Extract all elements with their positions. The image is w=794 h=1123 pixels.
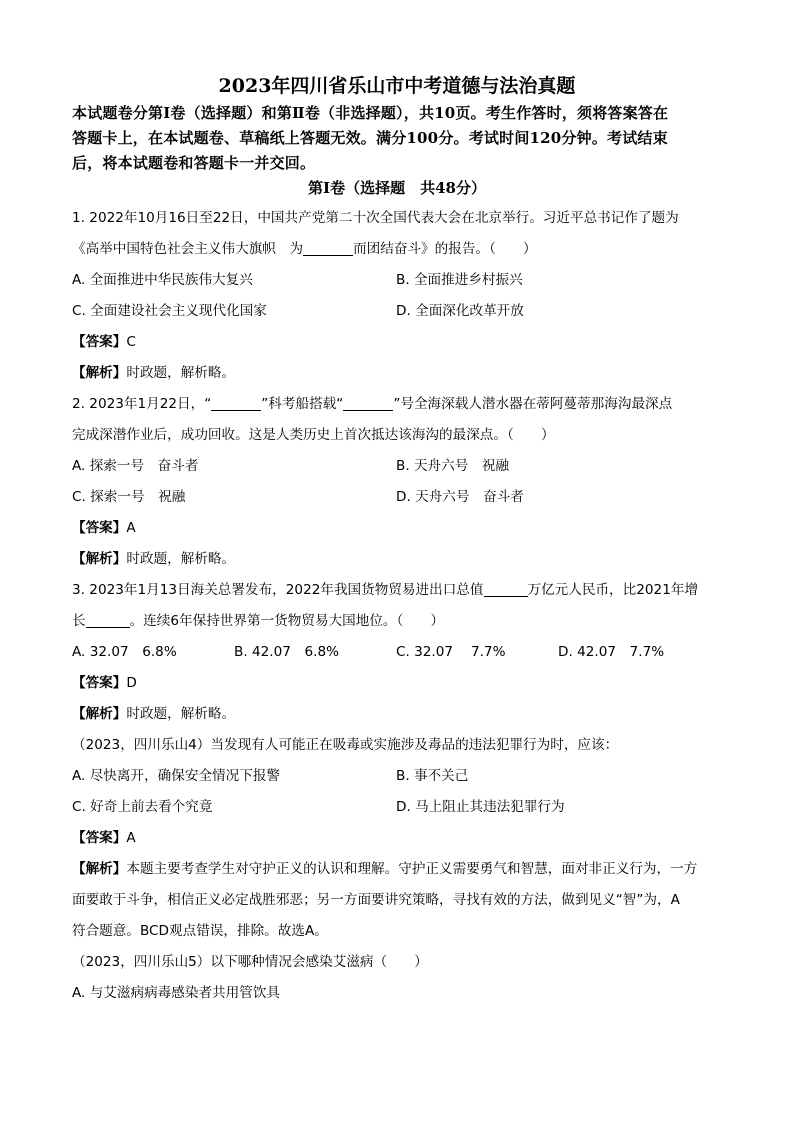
option-c: C. 探索一号 祝融 xyxy=(72,489,186,505)
question-2-options-row xyxy=(72,451,724,482)
answer-blank xyxy=(484,580,528,597)
question-4-analysis: 【解析】本题主要考查学生对守护正义的认识和理解。守护正义需要勇气和智慧，面对非正义行为，一方 xyxy=(72,861,698,877)
question-2-stem: 2. 2023年1月22日，“ ”科考船搭载“ ”号全海深载人潜水器在蒂阿蔓蒂那海沟最深点 xyxy=(72,396,673,412)
section-heading: 第Ⅰ卷（选择题 共48分） xyxy=(308,179,486,197)
question-4-analysis-cont: 符合题意。BCD观点错误，排除。故选A。 xyxy=(72,923,328,939)
question-4-options-row xyxy=(72,792,724,823)
option-c: C. 好奇上前去看个究竟 xyxy=(72,799,213,815)
question-3-stem-cont: 长 。连续6年保持世界第一货物贸易大国地位。（ ） xyxy=(72,613,445,629)
option-d: D. 马上阻止其违法犯罪行为 xyxy=(396,799,565,815)
option-d: D. 42.07 7.7% xyxy=(558,644,665,660)
question-3-options-row xyxy=(72,637,724,668)
question-2-options-row xyxy=(72,482,724,513)
question-5-stem: （2023，四川乐山5）以下哪种情况会感染艾滋病（ ） xyxy=(72,954,428,970)
option-b: B. 天舟六号 祝融 xyxy=(396,458,510,474)
option-d: D. 天舟六号 奋斗者 xyxy=(396,489,524,505)
option-b: B. 事不关己 xyxy=(396,768,469,784)
question-2-stem-cont: 完成深潜作业后，成功回收。这是人类历史上首次抵达该海沟的最深点。（ ） xyxy=(72,427,555,443)
option-d: D. 全面深化改革开放 xyxy=(396,303,524,319)
answer-blank xyxy=(211,394,261,411)
question-1-stem-cont: 《高举中国特色社会主义伟大旗帜 为 而团结奋斗》的报告。（ ） xyxy=(72,241,537,257)
question-4-analysis-cont: 面要敢于斗争，相信正义必定战胜邪恶；另一方面要讲究策略，寻找有效的方法，做到见义“智”为，A xyxy=(72,892,680,908)
option-a: A. 尽快离开，确保安全情况下报警 xyxy=(72,768,281,784)
question-1-answer: 【答案】C xyxy=(72,334,136,350)
question-1-options-row xyxy=(72,265,724,296)
answer-blank xyxy=(343,394,393,411)
question-3-analysis: 【解析】时政题，解析略。 xyxy=(72,706,236,722)
question-4-options-row xyxy=(72,761,724,792)
instructions-line: 答题卡上，在本试题卷、草稿纸上答题无效。满分100分。考试时间120分钟。考试结束 xyxy=(72,129,668,147)
option-b: B. 42.07 6.8% xyxy=(234,644,340,660)
question-3-answer: 【答案】D xyxy=(72,675,137,691)
exam-instructions xyxy=(72,101,722,176)
question-1-options-row xyxy=(72,296,724,327)
questions-body xyxy=(72,203,724,1009)
instructions-line: 本试题卷分第Ⅰ卷（选择题）和第Ⅱ卷（非选择题），共10页。考生作答时，须将答案答在 xyxy=(72,104,669,122)
question-2-analysis: 【解析】时政题，解析略。 xyxy=(72,551,236,567)
question-1-analysis: 【解析】时政题，解析略。 xyxy=(72,365,236,381)
answer-blank xyxy=(86,611,130,628)
question-4-answer: 【答案】A xyxy=(72,830,136,846)
question-2-answer: 【答案】A xyxy=(72,520,136,536)
option-a: A. 32.07 6.8% xyxy=(72,644,177,660)
instructions-line: 后，将本试题卷和答题卡一并交回。 xyxy=(72,154,316,172)
option-a: A. 探索一号 奋斗者 xyxy=(72,458,199,474)
option-b: B. 全面推进乡村振兴 xyxy=(396,272,523,288)
question-3-stem: 3. 2023年1月13日海关总署发布，2022年我国货物贸易进出口总值 万亿元人民币，比2021年增 xyxy=(72,582,699,598)
question-1-stem: 1. 2022年10月16日至22日，中国共产党第二十次全国代表大会在北京举行。习近平总书记作了题为 xyxy=(72,210,679,226)
option-c: C. 全面建设社会主义现代化国家 xyxy=(72,303,267,319)
option-c: C. 32.07 7.7% xyxy=(396,644,506,660)
answer-blank xyxy=(303,239,353,256)
question-4-stem: （2023，四川乐山4）当发现有人可能正在吸毒或实施涉及毒品的违法犯罪行为时，应该： xyxy=(72,737,619,753)
option-a: A. 全面推进中华民族伟大复兴 xyxy=(72,272,253,288)
page-title: 2023年四川省乐山市中考道德与法治真题 xyxy=(218,75,576,97)
option-a: A. 与艾滋病病毒感染者共用管饮具 xyxy=(72,985,281,1001)
